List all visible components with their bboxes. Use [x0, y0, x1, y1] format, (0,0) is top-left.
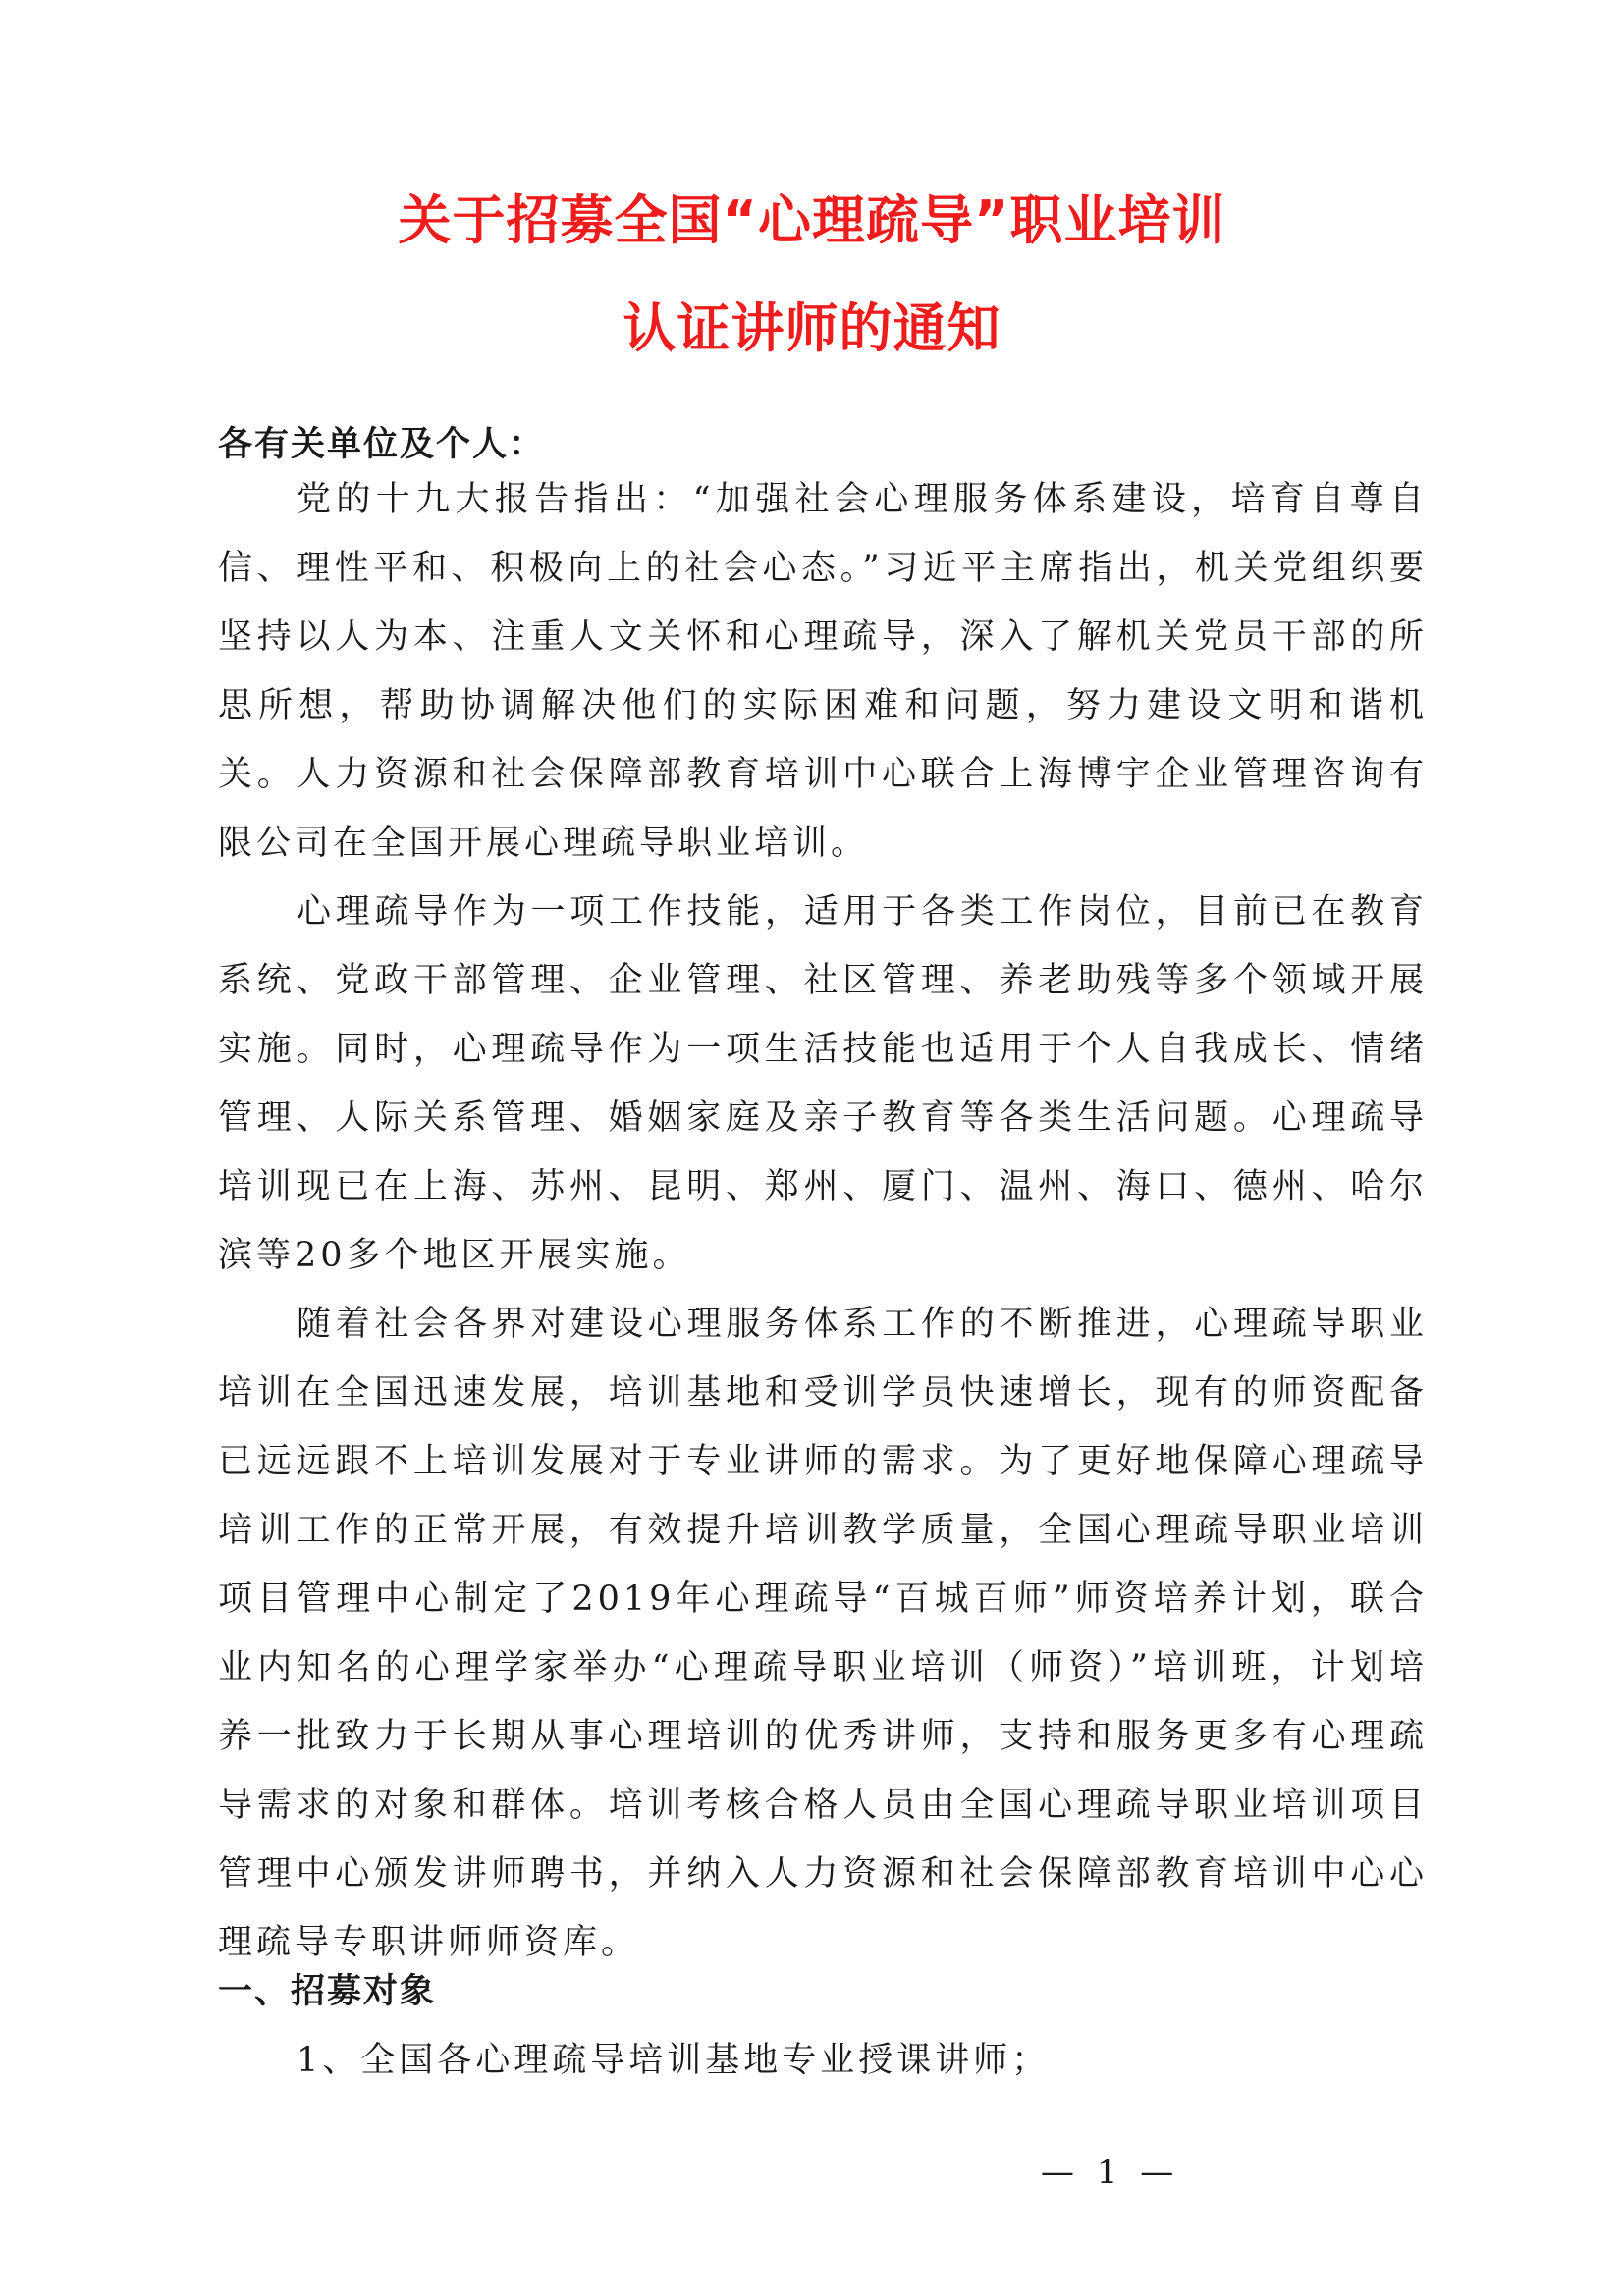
paragraph-2: 心理疏导作为一项工作技能，适用于各类工作岗位，目前已在教育系统、党政干部管理、企业管理、社区管理、养老助残等多个领域开展实施。同时，心理疏导作为一项生活技能也适用于个人自我成长、情绪管理、人际关系管理、婚姻家庭及亲子教育等各类生活问题。心理疏导培训现已在上海、苏州、昆明、郑州、厦门、温州、海口、德州、哈尔滨等20多个地区开展实施。: [218, 892, 1428, 1275]
paragraph-3: 随着社会各界对建设心理服务体系工作的不断推进，心理疏导职业培训在全国迅速发展，培训基地和受训学员快速增长，现有的师资配备已远远跟不上培训发展对于专业讲师的需求。为了更好地保障心理疏导培训工作的正常开展，有效提升培训教学质量，全国心理疏导职业培训项目管理中心制定了2019年心理疏导“百城百师”师资培养计划，联合业内知名的心理学家举办“心理疏导职业培训（师资）”培训班，计划培养一批致力于长期从事心理培训的优秀讲师，支持和服务更多有心理疏导需求的对象和群体。培训考核合格人员由全国心理疏导职业培训项目管理中心颁发讲师聘书，并纳入人力资源和社会保障部教育培训中心心理疏导专职讲师师资库。: [218, 1305, 1428, 1962]
salutation: 各有关单位及个人：: [218, 425, 546, 464]
paragraph-1: 党的十九大报告指出：“加强社会心理服务体系建设，培育自尊自信、理性平和、积极向上的社会心态。”习近平主席指出，机关党组织要坚持以人为本、注重人文关怀和心理疏导，深入了解机关党员干部的所思所想，帮助协调解决他们的实际困难和问题，努力建设文明和谐机关。人力资源和社会保障部教育培训中心联合上海博宇企业管理咨询有限公司在全国开展心理疏导职业培训。: [218, 480, 1428, 863]
title-line-1: 关于招募全国“心理疏导”职业培训: [398, 189, 1226, 251]
list-item: 1、全国各心理疏导培训基地专业授课讲师；: [297, 2041, 1051, 2080]
title-line-2: 认证讲师的通知: [623, 297, 1001, 359]
section-heading-recruitment-target: 一、招募对象: [218, 1972, 437, 2011]
page-number: — 1 —: [1041, 2153, 1180, 2192]
